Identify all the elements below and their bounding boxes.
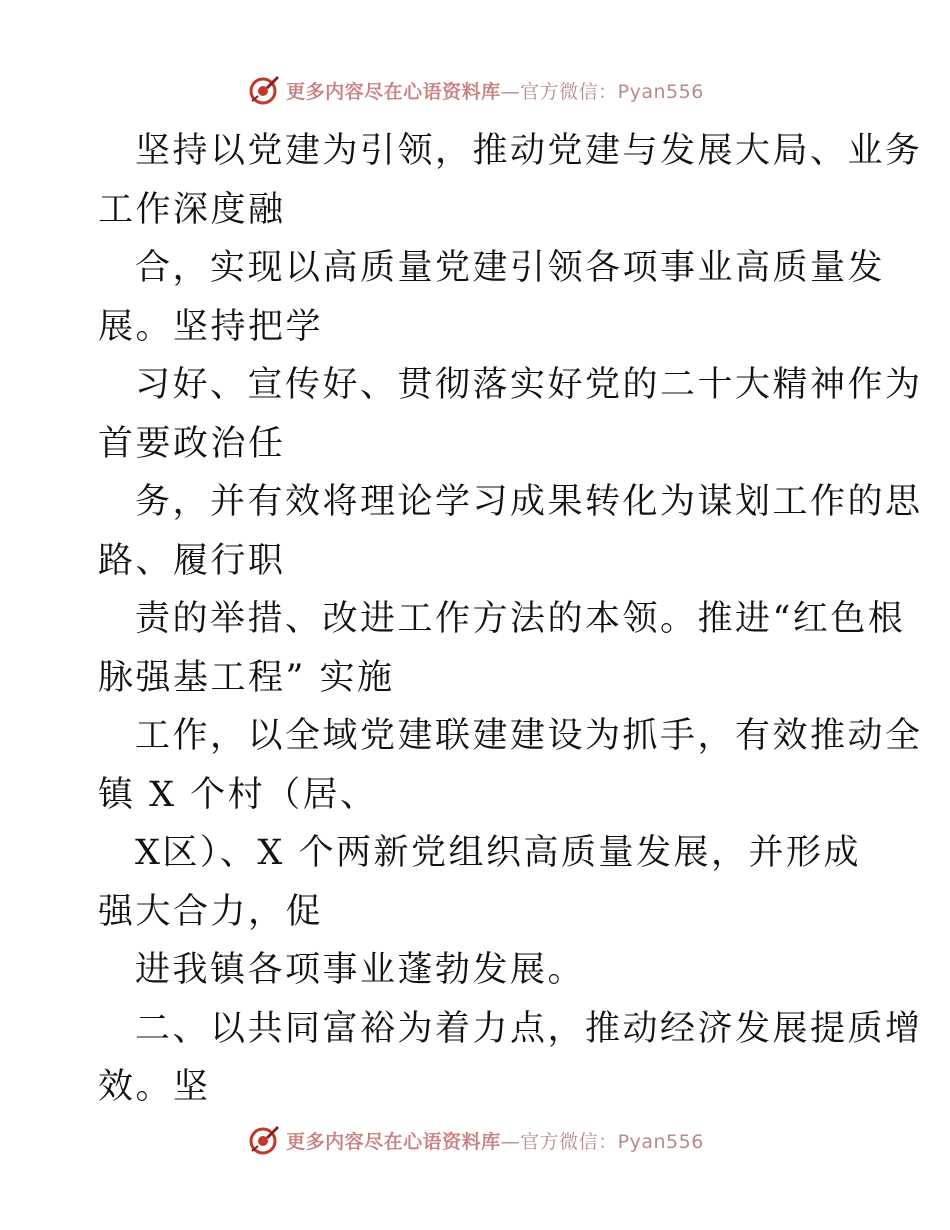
body-line: 习好、宣传好、贯彻落实好党的二十大精神作为: [135, 365, 923, 405]
body-line: 坚持以党建为引领，推动党建与发展大局、业务: [135, 131, 923, 171]
body-line: 工作，以全域党建联建建设为抓手，有效推动全: [135, 716, 923, 756]
body-line: 路、履行职: [98, 540, 286, 581]
banner-separator: —: [500, 80, 521, 103]
body-line: 合，实现以高质量党建引领各项事业高质量发: [135, 248, 886, 288]
body-line: 展。坚持把学: [98, 306, 324, 347]
body-line: 强大合力，促: [98, 891, 324, 932]
banner-separator: —: [500, 1130, 521, 1153]
banner-brand: 更多内容尽在心语资料库: [286, 1130, 501, 1153]
body-line: 首要政治任: [98, 423, 286, 464]
body-line: 务，并有效将理论学习成果转化为谋划工作的思: [135, 482, 923, 522]
banner-contact: 官方微信：Pyan556: [520, 1130, 704, 1153]
body-line: 责的举措、改进工作方法的本领。推进“红色根: [135, 599, 906, 639]
document-body: [98, 122, 923, 1117]
body-line: 工作深度融: [98, 189, 286, 230]
banner-brand: 更多内容尽在心语资料库: [286, 80, 501, 103]
body-line: 二、以共同富裕为着力点，推动经济发展提质增: [135, 1008, 923, 1049]
body-line: 效。坚: [98, 1067, 211, 1107]
body-line: 镇 X 个村（居、: [98, 774, 378, 815]
header-banner: [0, 70, 950, 110]
quill-pen-logo-icon: [246, 73, 280, 107]
quill-pen-logo-icon: [246, 1123, 280, 1157]
body-line: X区）、X 个两新党组织高质量发展，并形成: [135, 833, 861, 873]
body-line: 进我镇各项事业蓬勃发展。: [135, 950, 586, 990]
footer-banner: [0, 1120, 950, 1160]
banner-contact: 官方微信：Pyan556: [520, 80, 704, 103]
body-line: 脉强基工程” 实施: [98, 657, 395, 698]
